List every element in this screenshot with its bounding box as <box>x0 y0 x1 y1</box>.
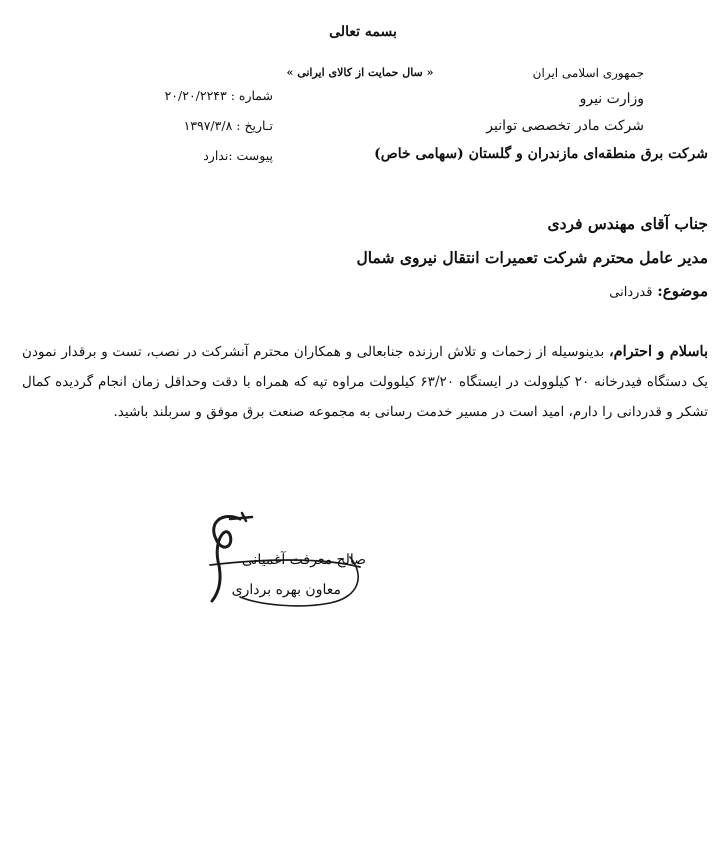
recipient-name: جناب آقای مهندس فردی <box>547 214 708 233</box>
letter-number: شماره : ۲۰/۲۰/۲۲۴۳ <box>164 88 273 103</box>
letter-attachment: پیوست :ندارد <box>203 148 273 163</box>
greeting: باسلام و احترام، <box>608 343 708 360</box>
year-slogan: « سال حمایت از کالای ایرانی » <box>286 66 434 79</box>
org-parent-company: شرکت مادر تخصصی توانیر <box>486 118 644 134</box>
recipient-title: مدیر عامل محترم شرکت تعمیرات انتقال نیروی شمال <box>356 248 708 267</box>
letter-date: تـاریخ : ۱۳۹۷/۳/۸ <box>183 118 273 133</box>
body-text: بدینوسیله از زحمات و تلاش ارزنده جنابعالی و همکاران محترم آنشرکت در نصب، تست و برقدار نمودن یک دستگاه فیدرخانه ۲۰ کیلوولت در ایستگاه ۶۳/۲۰ کیلوولت مراوه تپه که همراه با دقت وحداقل زمان انجام گردیده کمال تشکر و قدردانی را دارم، امید است در مسیر خدمت رسانی به مجموعه صنعت برق موفق و سربلند باشید. <box>22 344 708 420</box>
subject-label: موضوع: <box>657 282 708 300</box>
signer-title: معاون بهره برداری <box>231 582 341 598</box>
org-ministry: وزارت نیرو <box>579 91 644 107</box>
letter-body <box>22 337 708 427</box>
signer-name: صالح معرفت آغمیانی <box>241 552 366 568</box>
org-company: شرکت برق منطقه‌ای مازندران و گلستان (سهامی خاص) <box>374 146 708 162</box>
subject-line <box>609 282 708 300</box>
org-country: جمهوری اسلامی ایران <box>532 66 644 80</box>
subject-value: قدردانی <box>609 285 653 300</box>
bismillah-heading: بسمه تعالی <box>329 24 397 40</box>
